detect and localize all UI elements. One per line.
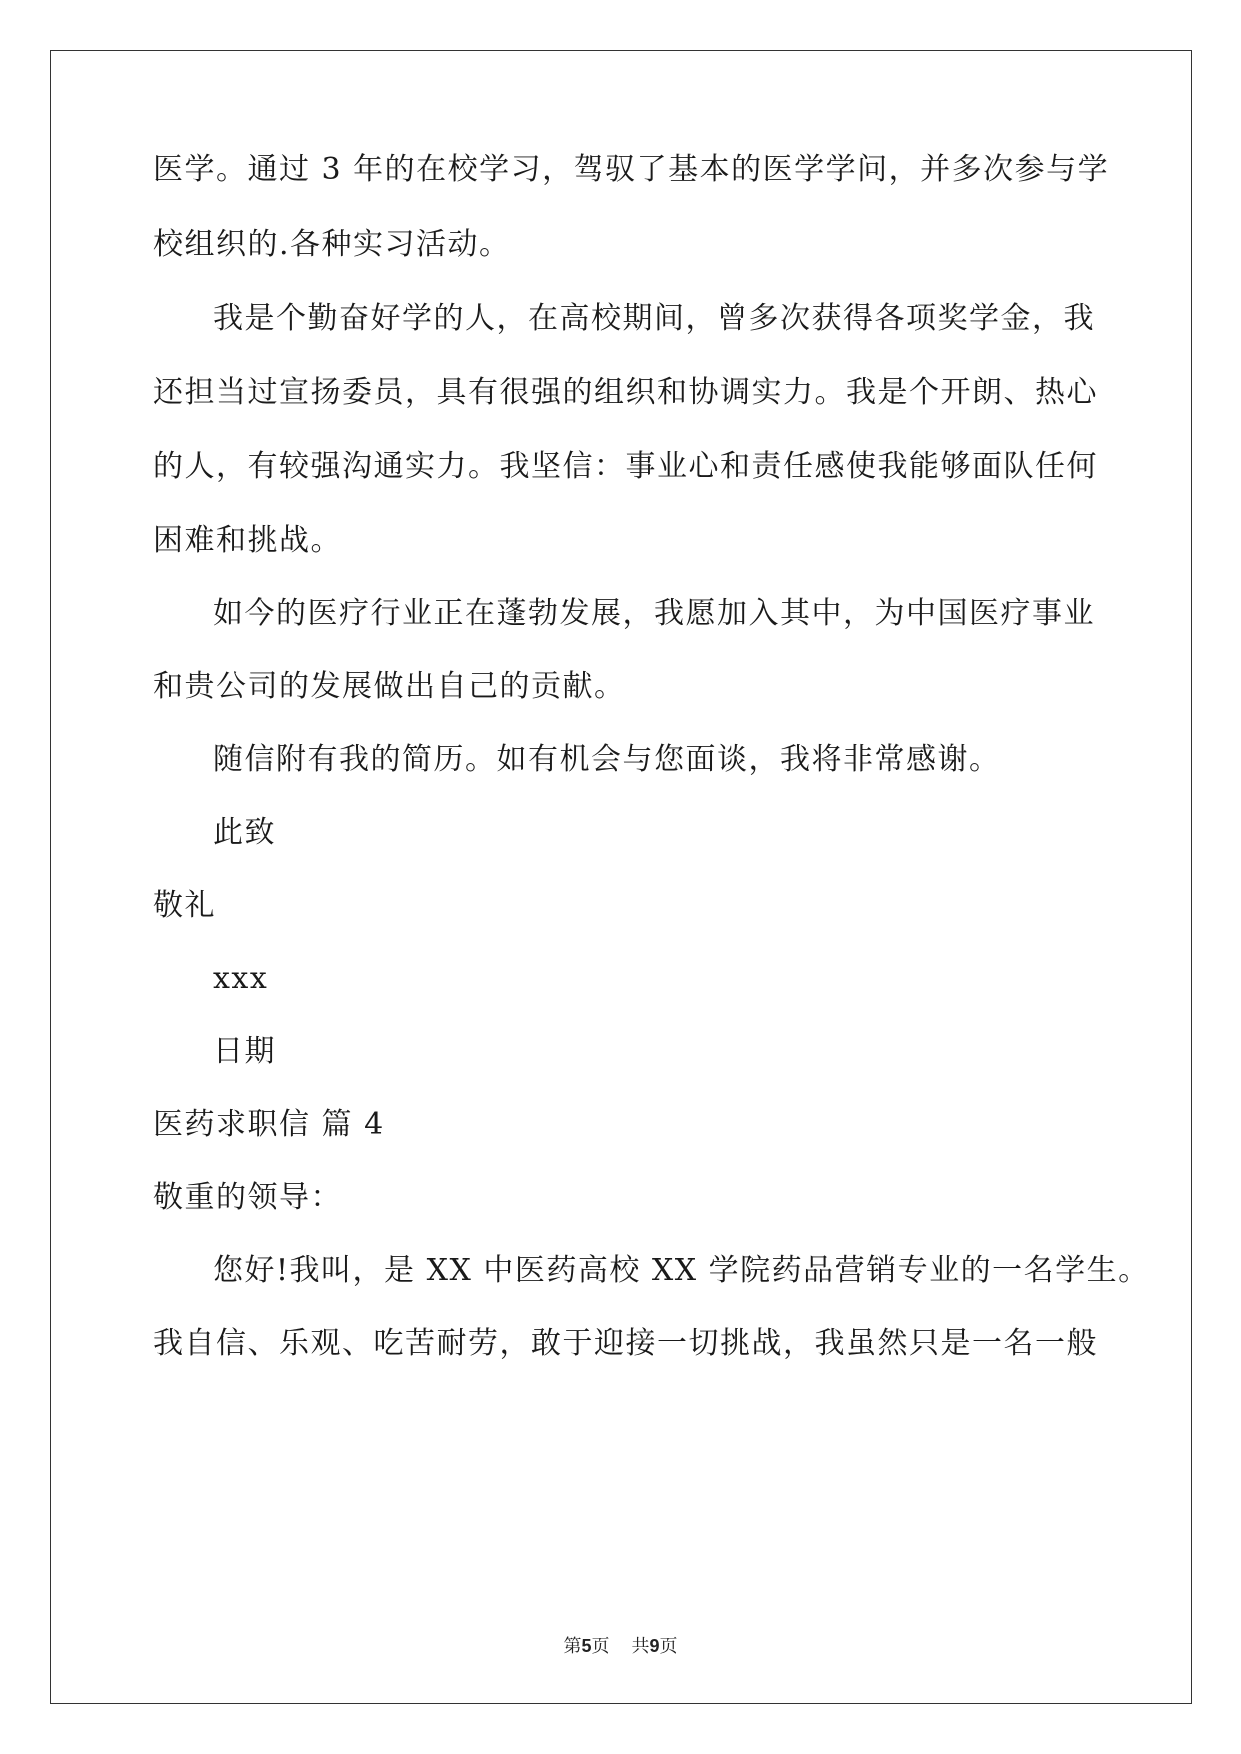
greeting: 敬重的领导： — [153, 1180, 342, 1215]
body-text-line: 和贵公司的发展做出自己的贡献。 — [153, 669, 626, 704]
signature-date: 日期 — [213, 1034, 276, 1069]
paragraph-start-line: 如今的医疗行业正在蓬勃发展，我愿加入其中，为中国医疗事业 — [213, 596, 1095, 631]
body-text-line: 困难和挑战。 — [153, 523, 342, 558]
paragraph-start-line: 随信附有我的简历。如有机会与您面谈，我将非常感谢。 — [213, 742, 1001, 777]
total-suffix: 页 — [659, 1636, 678, 1657]
page-number: 5 — [581, 1636, 592, 1656]
body-text-line: 我自信、乐观、吃苦耐劳，敢于迎接一切挑战，我虽然只是一名一般 — [153, 1326, 1098, 1361]
total-pages: 9 — [649, 1636, 660, 1656]
body-text-line: 的人，有较强沟通实力。我坚信：事业心和责任感使我能够面队任何 — [153, 449, 1098, 484]
body-text-line: 还担当过宣扬委员，具有很强的组织和协调实力。我是个开朗、热心 — [153, 375, 1098, 410]
body-text-line: 医学。通过 3 年的在校学习，驾驭了基本的医学学问，并多次参与学 — [153, 152, 1110, 187]
page-suffix: 页 — [591, 1636, 610, 1657]
body-text-line: 校组织的.各种实习活动。 — [153, 227, 511, 262]
signature-name: xxx — [213, 961, 269, 996]
closing-regards: 敬礼 — [153, 888, 216, 923]
closing-salutation: 此致 — [213, 815, 276, 850]
section-heading: 医药求职信 篇 4 — [153, 1107, 385, 1142]
page-footer — [0, 1634, 1241, 1659]
paragraph-start-line: 我是个勤奋好学的人，在高校期间，曾多次获得各项奖学金，我 — [213, 301, 1095, 336]
page-prefix: 第 — [563, 1636, 582, 1657]
total-prefix: 共 — [631, 1636, 650, 1657]
paragraph-start-line: 您好!我叫，是 XX 中医药高校 XX 学院药品营销专业的一名学生。 — [213, 1253, 1150, 1288]
